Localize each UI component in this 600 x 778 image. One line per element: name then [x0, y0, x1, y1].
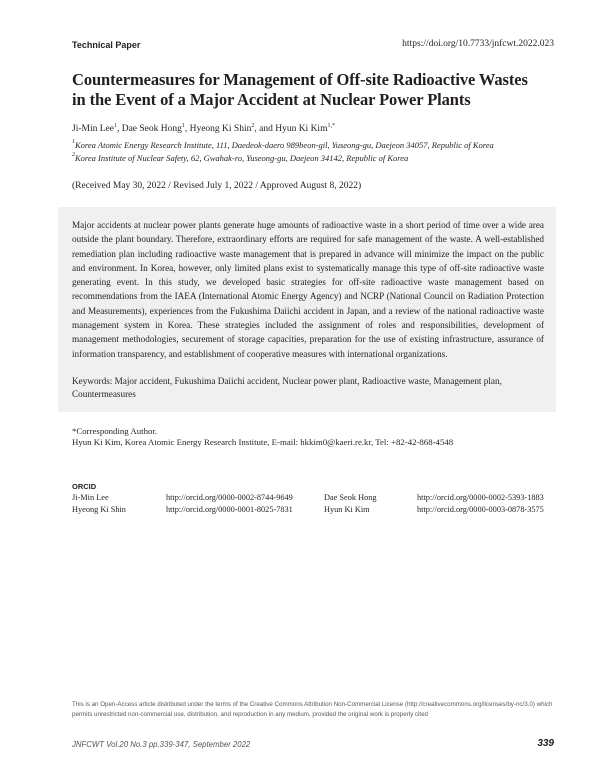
- corresponding-author-title: *Corresponding Author.: [72, 426, 158, 436]
- orcid-link[interactable]: http://orcid.org/0000-0002-5393-1883: [417, 493, 544, 502]
- affiliation-mark: 2: [72, 152, 75, 158]
- author-name: Hyun Ki Kim: [275, 124, 328, 134]
- paper-title: Countermeasures for Management of Off-site Radioactive Wastes in the Event of a Major Accident at Nuclear Power Plants: [72, 70, 528, 109]
- orcid-author-name: Ji-Min Lee: [72, 493, 109, 502]
- doi-link[interactable]: https://doi.org/10.7733/jnfcwt.2022.023: [402, 39, 554, 49]
- orcid-author-name: Hyun Ki Kim: [324, 505, 370, 514]
- author-list: Ji-Min Lee$^1$, Dae Seok Hong$^1$, Hyeong Ki Shin$^2$, and Hyun Ki Kim$^{1,*}$: [72, 123, 335, 134]
- affiliation-text: Korea Institute of Nuclear Safety, 62, Gwahak-ro, Yuseong-gu, Daejeon 34142, Republic of Korea: [75, 153, 409, 163]
- orcid-author-name: Hyeong Ki Shin: [72, 505, 126, 514]
- orcid-row: [72, 493, 562, 505]
- author-name: Dae Seok Hong: [121, 124, 182, 134]
- author-affiliation-mark: 1: [181, 123, 185, 129]
- orcid-heading: ORCID: [72, 482, 97, 491]
- author-name: Ji-Min Lee: [72, 124, 114, 134]
- author-name: Hyeong Ki Shin: [189, 124, 252, 134]
- affiliation-mark: 1: [72, 139, 75, 145]
- author-affiliation-mark: 1,*: [327, 123, 335, 129]
- paper-type-label: Technical Paper: [72, 40, 141, 50]
- keywords: Keywords: Major accident, Fukushima Daiichi accident, Nuclear power plant, Radioactive waste, Management plan, Countermeasures: [72, 376, 502, 399]
- journal-citation: JNFCWT Vol.20 No.3 pp.339-347, September 2022: [72, 740, 251, 749]
- orcid-link[interactable]: http://orcid.org/0000-0001-8025-7831: [166, 505, 293, 514]
- orcid-link[interactable]: http://orcid.org/0000-0002-8744-9649: [166, 493, 293, 502]
- affiliation-2: [72, 153, 408, 163]
- affiliation-text: Korea Atomic Energy Research Institute, 111, Daedeok-daero 989beon-gil, Yuseong-gu, Daejeon 34057, Republic of Korea: [75, 140, 494, 150]
- affiliation-1: [72, 140, 494, 150]
- abstract-text: Major accidents at nuclear power plants generate huge amounts of radioactive waste in a short period of time over a wide area outside the plant boundary. Therefore, extraordinary efforts are required for safe management of the waste. A well-established remediation plan including radioactive waste management that is prepared in advance will minimize the impact on the public and environment. In Korea, however, only limited plans exist to systematically manage this type of off-site radioactive waste generating event. In this study, we developed basic strategies for off-site radioactive waste management based on recommendations from the IAEA (International Atomic Energy Agency) and NCRP (National Council on Radiation Protection and Measurements), experiences from the Fukushima Daiichi accident in Japan, and a review of the national radioactive waste management system in Korea. These strategies included the assignment of roles and responsibilities, development of management methodologies, securement of storage capacities, preparation for the use of existing infrastructure, assurance of information transparency, and establishment of cooperative measures with international organizations.: [72, 220, 544, 359]
- orcid-link[interactable]: http://orcid.org/0000-0003-0878-3575: [417, 505, 544, 514]
- author-affiliation-mark: 2: [251, 123, 255, 129]
- author-affiliation-mark: 1: [113, 123, 117, 129]
- orcid-author-name: Dae Seok Hong: [324, 493, 377, 502]
- corresponding-author-info: Hyun Ki Kim, Korea Atomic Energy Research Institute, E-mail: hkkim0@kaeri.re.kr, Tel: +82-42-868-4548: [72, 437, 454, 447]
- page-number: 339: [537, 738, 554, 749]
- orcid-row: [72, 505, 562, 517]
- received-dates: (Received May 30, 2022 / Revised July 1, 2022 / Approved August 8, 2022): [72, 181, 362, 191]
- license-footnote: This is an Open-Access article distributed under the terms of the Creative Commons Attribution Non-Commercial License (http://creativecommons.org/licenses/by-nc/3.0) which permits unrestricted non-commercial use, distribution, and reproduction in any medium, provided the original work is properly cited: [72, 701, 553, 718]
